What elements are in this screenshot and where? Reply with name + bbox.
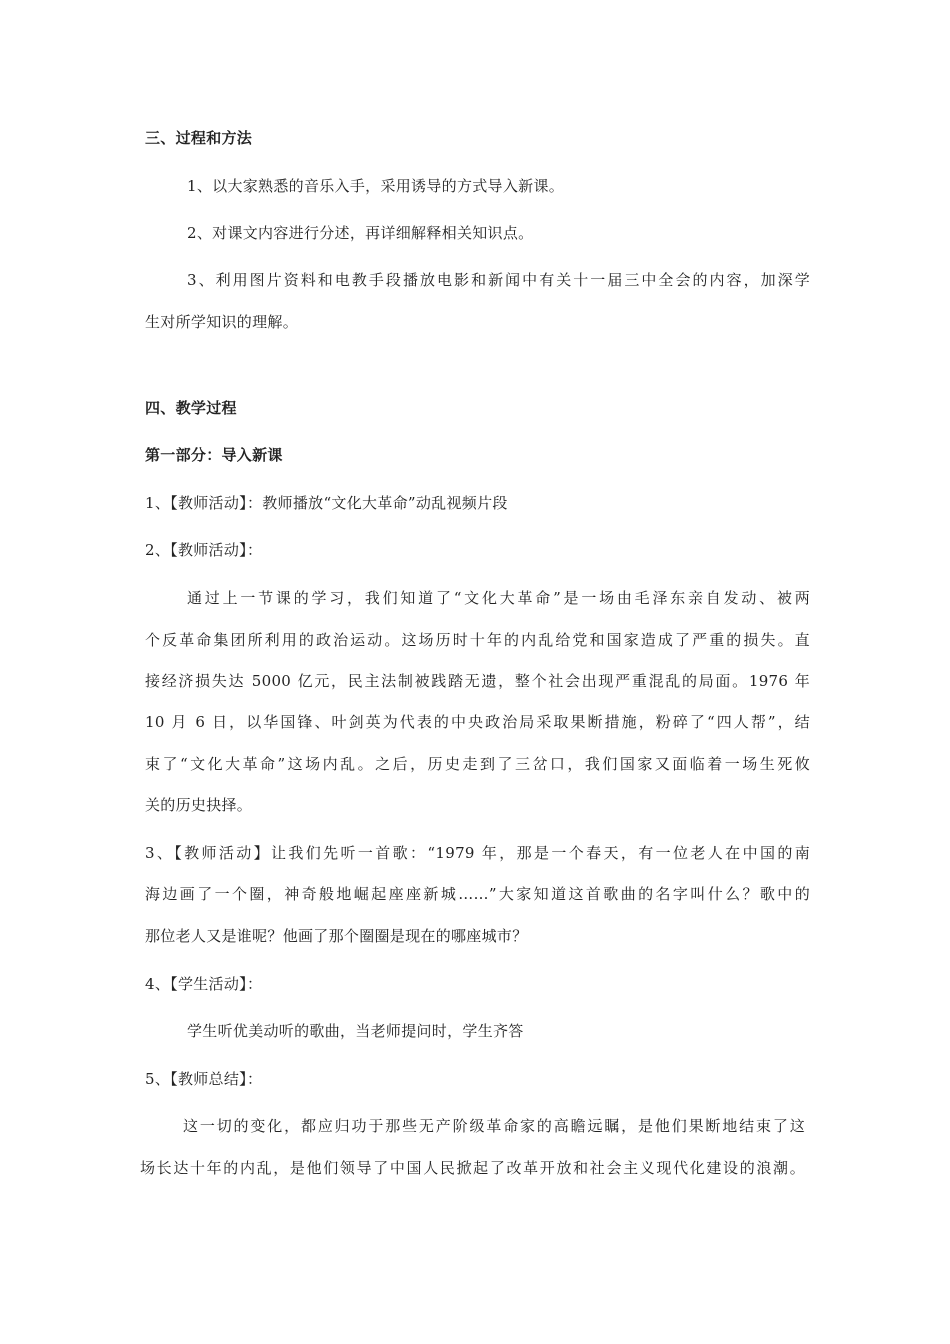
method-item-3-line-1: 3、利用图片资料和电教手段播放电影和新闻中有关十一届三中全会的内容，加深学 xyxy=(187,271,810,289)
step-2-paragraph-line: 个反革命集团所利用的政治运动。这场历时十年的内乱给党和国家造成了严重的损失。直 xyxy=(145,631,810,649)
method-item-2: 2、对课文内容进行分述，再详细解释相关知识点。 xyxy=(187,224,534,242)
step-4-student-activity: 4、【学生活动】： xyxy=(145,975,263,993)
part-1-heading: 第一部分：导入新课 xyxy=(145,446,283,464)
step-2-paragraph-line: 束了“文化大革命”这场内乱。之后，历史走到了三岔口，我们国家又面临着一场生死攸 xyxy=(145,755,810,773)
step-2-paragraph-line: 关的历史抉择。 xyxy=(145,796,253,814)
step-3-line: 3、【教师活动】让我们先听一首歌：“1979 年，那是一个春天，有一位老人在中国的南 xyxy=(145,844,810,862)
section-heading-process-methods: 三、过程和方法 xyxy=(145,129,253,147)
step-5-teacher-summary: 5、【教师总结】： xyxy=(145,1070,263,1088)
step-2-paragraph-line: 接经济损失达 5000 亿元，民主法制被践踏无遗，整个社会出现严重混乱的局面。1976 年 xyxy=(145,672,810,690)
step-3-line: 海边画了一个圈，神奇般地崛起座座新城……”大家知道这首歌曲的名字叫什么？歌中的 xyxy=(145,885,810,903)
step-2-teacher-activity: 2、【教师活动】： xyxy=(145,541,263,559)
step-2-paragraph-line: 通过上一节课的学习，我们知道了“文化大革命”是一场由毛泽东亲自发动、被两 xyxy=(187,589,810,607)
step-3-line: 那位老人又是谁呢？他画了那个圈圈是现在的哪座城市？ xyxy=(145,927,528,945)
step-2-paragraph-line: 10 月 6 日，以华国锋、叶剑英为代表的中央政治局采取果断措施，粉碎了“四人帮”，结 xyxy=(145,713,810,731)
method-item-1: 1、以大家熟悉的音乐入手，采用诱导的方式导入新课。 xyxy=(187,177,565,195)
method-item-3-line-2: 生对所学知识的理解。 xyxy=(145,313,299,331)
step-4-paragraph: 学生听优美动听的歌曲，当老师提问时，学生齐答 xyxy=(187,1022,524,1040)
step-5-paragraph-line: 场长达十年的内乱，是他们领导了中国人民掀起了改革开放和社会主义现代化建设的浪潮。 xyxy=(140,1159,805,1177)
step-1-teacher-activity: 1、【教师活动】：教师播放“文化大革命”动乱视频片段 xyxy=(145,494,508,512)
step-5-paragraph-line: 这一切的变化，都应归功于那些无产阶级革命家的高瞻远瞩，是他们果断地结束了这 xyxy=(183,1117,805,1135)
section-heading-teaching-process: 四、教学过程 xyxy=(145,399,237,417)
